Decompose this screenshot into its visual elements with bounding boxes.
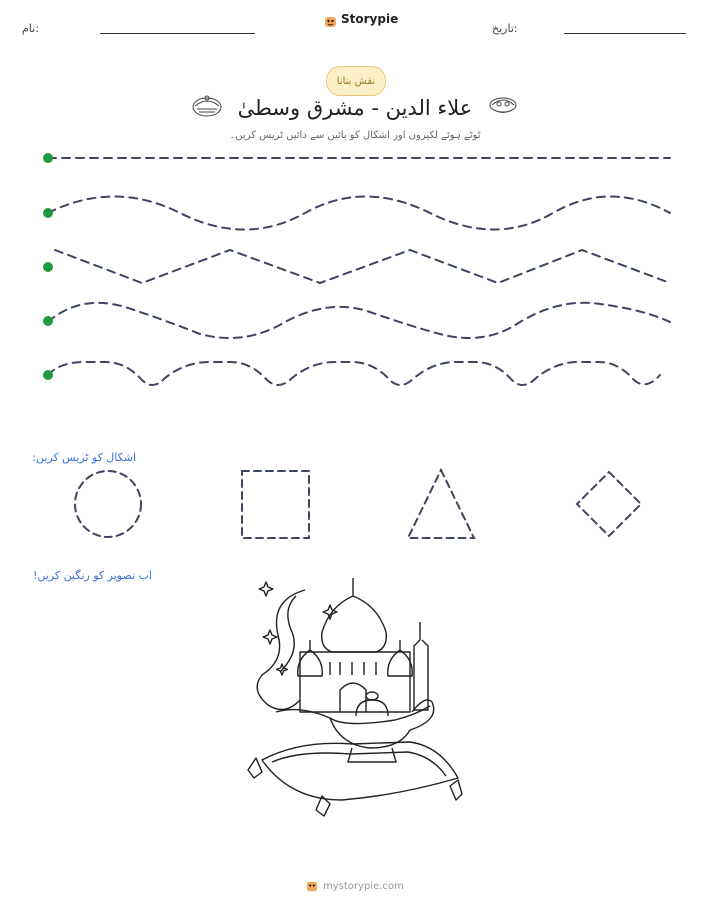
shapes-section-label: اشکال کو ٹریس کریں:: [32, 451, 136, 464]
right-lamp-icon: [490, 98, 516, 113]
brand-name: Storypie: [341, 12, 399, 26]
trace-line-bumpy-wave[interactable]: [48, 362, 660, 385]
instructions: ٹوٹے ہوئے لکیروں اور اشکال کو بائیں سے دائیں ٹریس کریں۔: [229, 130, 481, 141]
activity-badge: نقش بنانا: [326, 66, 386, 96]
left-lamp-icon: [193, 96, 221, 116]
start-dot: [43, 208, 53, 218]
trace-line-zigzag[interactable]: [55, 250, 670, 283]
start-dot: [43, 316, 53, 326]
start-dot: [43, 153, 53, 163]
name-label: نام:: [22, 22, 39, 35]
trace-line-gentle-wave[interactable]: [48, 197, 670, 230]
start-dot: [43, 262, 53, 272]
trace-shape-diamond[interactable]: [577, 472, 641, 536]
date-label: تاریخ:: [492, 22, 518, 35]
trace-shape-square[interactable]: [242, 471, 309, 538]
start-dot: [43, 370, 53, 380]
coloring-section-label: اب تصویر کو رنگین کریں!: [32, 569, 152, 582]
aladdin-coloring-picture: [248, 578, 462, 816]
footer-site: mystorypie.com: [323, 880, 404, 892]
trace-shape-circle[interactable]: [75, 471, 141, 537]
trace-shape-triangle[interactable]: [408, 470, 474, 538]
trace-line-wave[interactable]: [48, 303, 670, 338]
page-title: علاء الدین - مشرق وسطیٰ: [237, 96, 473, 120]
